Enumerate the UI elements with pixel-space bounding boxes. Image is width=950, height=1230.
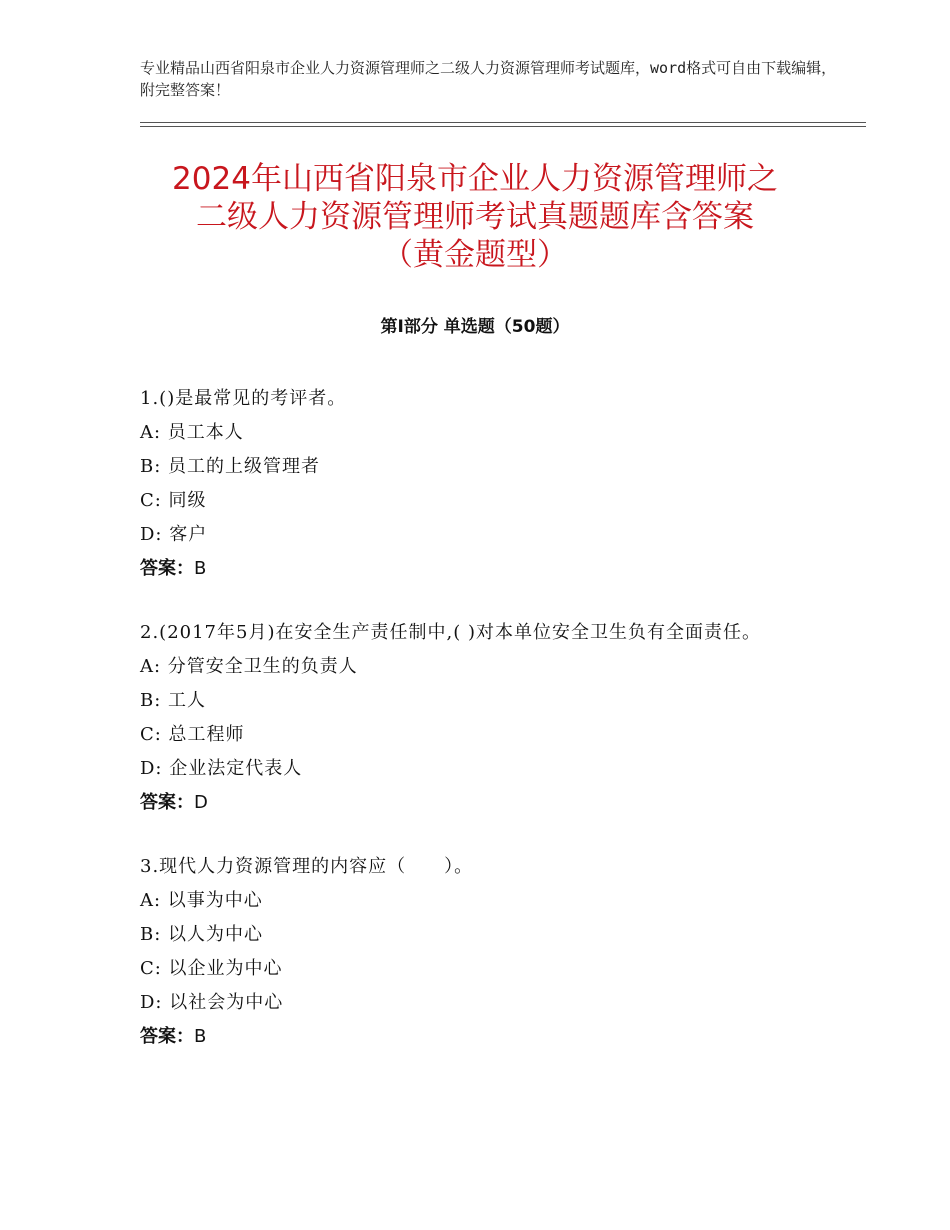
- header-note: 专业精品山西省阳泉市企业人力资源管理师之二级人力资源管理师考试题库，word格式可自由下载编辑，附完整答案！: [140, 59, 837, 99]
- header-divider: [140, 122, 866, 127]
- option-d: D: 以社会为中心: [140, 992, 284, 1013]
- title-line-2: 二级人力资源管理师考试真题题库含答案: [196, 199, 754, 235]
- option-c: C: 总工程师: [140, 724, 245, 745]
- title-line-1: 2024年山西省阳泉市企业人力资源管理师之: [172, 161, 778, 197]
- answer-label: 答案：: [140, 558, 194, 579]
- answer-value: B: [194, 1026, 207, 1047]
- question-list: [140, 382, 820, 1084]
- document-title: [100, 160, 850, 274]
- section-title: 第Ⅰ部分 单选题（50题）: [380, 317, 570, 337]
- option-b: B: 以人为中心: [140, 924, 264, 945]
- answer-line: [140, 552, 820, 586]
- question-1: [140, 382, 820, 586]
- question-stem: 3.现代人力资源管理的内容应（ ）。: [140, 856, 474, 877]
- option-a: A: 分管安全卫生的负责人: [140, 656, 358, 677]
- option-a: A: 员工本人: [140, 422, 244, 443]
- question-stem: 1.()是最常见的考评者。: [140, 388, 347, 409]
- answer-line: [140, 786, 820, 820]
- option-c: C: 同级: [140, 490, 207, 511]
- answer-label: 答案：: [140, 1026, 194, 1047]
- option-d: D: 客户: [140, 524, 208, 545]
- answer-value: B: [194, 558, 207, 579]
- option-d: D: 企业法定代表人: [140, 758, 303, 779]
- title-line-3: （黄金题型）: [382, 237, 568, 273]
- option-b: B: 工人: [140, 690, 207, 711]
- answer-value: D: [194, 792, 208, 813]
- question-stem: 2.(2017年5月)在安全生产责任制中,( )对本单位安全卫生负有全面责任。: [140, 622, 761, 643]
- option-a: A: 以事为中心: [140, 890, 263, 911]
- answer-label: 答案：: [140, 792, 194, 813]
- option-c: C: 以企业为中心: [140, 958, 283, 979]
- question-3: [140, 850, 820, 1054]
- question-2: [140, 616, 820, 820]
- answer-line: [140, 1020, 820, 1054]
- option-b: B: 员工的上级管理者: [140, 456, 321, 477]
